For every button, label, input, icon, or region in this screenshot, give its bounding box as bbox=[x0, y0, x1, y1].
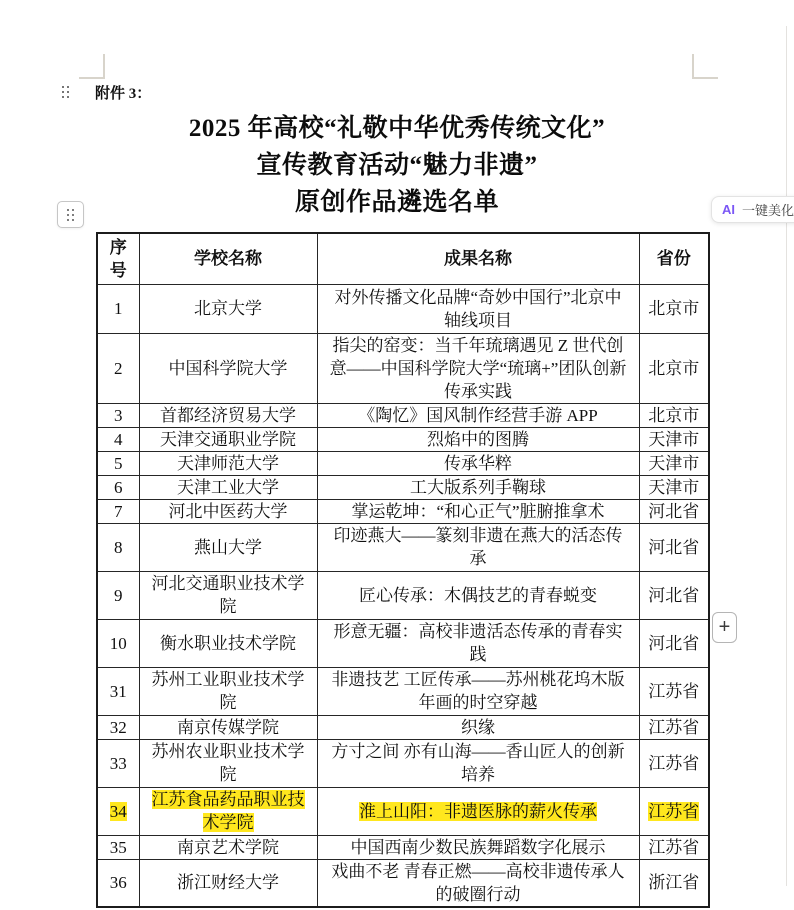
cell-text: 4 bbox=[114, 429, 123, 449]
cell-text: 6 bbox=[114, 477, 123, 497]
table-row bbox=[97, 499, 709, 523]
cell-work[interactable] bbox=[317, 715, 639, 739]
cell-text: 天津交通职业学院 bbox=[160, 429, 296, 449]
cell-text: 中国西南少数民族舞蹈数字化展示 bbox=[350, 837, 606, 857]
cell-work[interactable] bbox=[317, 859, 639, 907]
table-row bbox=[97, 739, 709, 787]
cell-text: 天津工业大学 bbox=[177, 477, 279, 497]
cell-text: 燕山大学 bbox=[194, 537, 262, 557]
cell-work[interactable] bbox=[317, 403, 639, 427]
cell-text: 河北省 bbox=[648, 585, 700, 605]
cell-text: 指尖的窑变：当千年琉璃遇见 Z 世代创意——中国科学院大学“琉璃+”团队创新传承实践 bbox=[329, 335, 627, 401]
cell-text-highlighted: 江苏省 bbox=[648, 801, 700, 821]
cell-text-highlighted: 淮上山阳：非遗医脉的薪火传承 bbox=[359, 801, 597, 821]
cell-province[interactable] bbox=[639, 787, 709, 835]
cell-school[interactable] bbox=[139, 667, 317, 715]
cell-text: 南京艺术学院 bbox=[177, 837, 279, 857]
cell-province[interactable] bbox=[639, 284, 709, 333]
cell-school[interactable] bbox=[139, 715, 317, 739]
cell-work[interactable] bbox=[317, 571, 639, 619]
cell-text: 苏州农业职业技术学院 bbox=[151, 742, 305, 784]
table-row bbox=[97, 571, 709, 619]
cell-province[interactable] bbox=[639, 739, 709, 787]
header-work[interactable]: 成果名称 bbox=[317, 233, 639, 284]
cell-work[interactable] bbox=[317, 739, 639, 787]
cell-school[interactable] bbox=[139, 571, 317, 619]
cell-text: 天津市 bbox=[648, 477, 700, 497]
table-row bbox=[97, 451, 709, 475]
cell-school[interactable] bbox=[139, 284, 317, 333]
table-row bbox=[97, 403, 709, 427]
table-drag-handle[interactable] bbox=[57, 201, 84, 228]
cell-text: 32 bbox=[109, 717, 127, 737]
cell-school[interactable] bbox=[139, 499, 317, 523]
cell-school[interactable] bbox=[139, 451, 317, 475]
cell-text: 1 bbox=[114, 299, 123, 318]
cell-text: 传承华粹 bbox=[444, 453, 512, 473]
cell-province[interactable] bbox=[639, 835, 709, 859]
cell-text: 衡水职业技术学院 bbox=[160, 633, 296, 653]
cell-seq[interactable] bbox=[97, 499, 139, 523]
cell-school[interactable] bbox=[139, 523, 317, 571]
cell-text: 北京大学 bbox=[194, 299, 262, 318]
document-title[interactable] bbox=[0, 110, 794, 221]
cell-text: 浙江省 bbox=[648, 873, 700, 892]
cell-province[interactable] bbox=[639, 571, 709, 619]
cell-text: 方寸之间 亦有山海——香山匠人的创新培养 bbox=[331, 742, 625, 784]
cell-text: 对外传播文化品牌“奇妙中国行”北京中轴线项目 bbox=[334, 287, 622, 330]
cell-text: 江苏省 bbox=[648, 753, 700, 773]
cell-text: 南京传媒学院 bbox=[177, 717, 279, 737]
cell-seq[interactable] bbox=[97, 333, 139, 403]
cell-work[interactable] bbox=[317, 499, 639, 523]
cell-text: 浙江财经大学 bbox=[177, 873, 279, 892]
cell-province[interactable] bbox=[639, 667, 709, 715]
table-row bbox=[97, 787, 709, 835]
cell-school[interactable] bbox=[139, 619, 317, 667]
header-province[interactable]: 省份 bbox=[639, 233, 709, 284]
cell-text: 首都经济贸易大学 bbox=[160, 405, 296, 425]
table-row bbox=[97, 667, 709, 715]
cell-text: 33 bbox=[109, 753, 127, 773]
table-header-row bbox=[97, 233, 709, 284]
cell-text: 形意无疆：高校非遗活态传承的青春实践 bbox=[333, 622, 623, 664]
cell-school[interactable] bbox=[139, 787, 317, 835]
table-row bbox=[97, 427, 709, 451]
cell-province[interactable] bbox=[639, 523, 709, 571]
cell-text: 36 bbox=[109, 873, 127, 892]
cell-work[interactable] bbox=[317, 835, 639, 859]
cell-work[interactable] bbox=[317, 475, 639, 499]
cell-work[interactable] bbox=[317, 787, 639, 835]
cell-text: 5 bbox=[114, 453, 123, 473]
cell-text: 苏州工业职业技术学院 bbox=[151, 670, 305, 712]
cell-seq[interactable] bbox=[97, 619, 139, 667]
ai-icon: AI bbox=[722, 202, 735, 217]
cell-text: 天津师范大学 bbox=[177, 453, 279, 473]
cell-text: 7 bbox=[114, 501, 123, 521]
cell-text: 烈焰中的图腾 bbox=[427, 429, 529, 449]
cell-province[interactable] bbox=[639, 333, 709, 403]
cell-work[interactable] bbox=[317, 427, 639, 451]
table-row bbox=[97, 835, 709, 859]
table-row bbox=[97, 333, 709, 403]
cell-text: 3 bbox=[114, 405, 123, 425]
cell-school[interactable] bbox=[139, 475, 317, 499]
cell-text: 河北省 bbox=[648, 633, 700, 653]
cell-school[interactable] bbox=[139, 859, 317, 907]
cell-text: 工大版系列手鞠球 bbox=[410, 477, 546, 497]
paragraph-drag-handle-icon[interactable] bbox=[62, 86, 69, 98]
cell-province[interactable] bbox=[639, 427, 709, 451]
attachment-label[interactable]: 附件 3： bbox=[95, 86, 152, 102]
cell-text: 江苏省 bbox=[648, 681, 700, 701]
cell-work[interactable] bbox=[317, 523, 639, 571]
cell-text: 戏曲不老 青春正燃——高校非遗传承人的破圈行动 bbox=[331, 861, 625, 904]
cell-text: 印迹燕大——篆刻非遗在燕大的活态传承 bbox=[333, 526, 623, 568]
cell-seq[interactable] bbox=[97, 403, 139, 427]
cell-seq[interactable] bbox=[97, 427, 139, 451]
ai-beautify-button[interactable] bbox=[711, 196, 794, 223]
selection-list-table bbox=[96, 232, 710, 908]
title-line-3[interactable]: 原创作品遴选名单 bbox=[294, 189, 499, 216]
cell-seq[interactable] bbox=[97, 667, 139, 715]
cell-text: 9 bbox=[114, 585, 123, 605]
header-seq[interactable]: 序号 bbox=[97, 233, 139, 284]
cell-text: 35 bbox=[109, 837, 127, 857]
cell-seq[interactable] bbox=[97, 523, 139, 571]
cell-seq[interactable] bbox=[97, 859, 139, 907]
cell-province[interactable] bbox=[639, 475, 709, 499]
insert-row-button[interactable] bbox=[712, 612, 737, 643]
table-row bbox=[97, 523, 709, 571]
cell-province[interactable] bbox=[639, 859, 709, 907]
cell-text: 河北省 bbox=[648, 537, 700, 557]
cell-school[interactable] bbox=[139, 427, 317, 451]
cell-work[interactable] bbox=[317, 619, 639, 667]
table-row bbox=[97, 715, 709, 739]
cell-seq[interactable] bbox=[97, 571, 139, 619]
cell-seq[interactable] bbox=[97, 787, 139, 835]
cell-work[interactable] bbox=[317, 667, 639, 715]
header-school[interactable]: 学校名称 bbox=[139, 233, 317, 284]
title-line-2[interactable]: 宣传教育活动“魅力非遗” bbox=[256, 152, 538, 179]
cell-text: 北京市 bbox=[648, 299, 700, 318]
cell-text: 非遗技艺 工匠传承——苏州桃花坞木版年画的时空穿越 bbox=[331, 670, 625, 712]
plus-icon: + bbox=[718, 616, 731, 638]
cell-seq[interactable] bbox=[97, 475, 139, 499]
page-margin-corner-left bbox=[79, 54, 105, 79]
drag-dots-icon bbox=[67, 209, 74, 221]
page-margin-corner-right bbox=[692, 54, 718, 79]
cell-work[interactable] bbox=[317, 451, 639, 475]
cell-text: 北京市 bbox=[648, 358, 700, 378]
cell-text: 10 bbox=[109, 633, 127, 653]
cell-text: 31 bbox=[109, 681, 127, 701]
cell-text: 织缘 bbox=[461, 717, 495, 737]
cell-province[interactable] bbox=[639, 403, 709, 427]
cell-province[interactable] bbox=[639, 499, 709, 523]
cell-text: 天津市 bbox=[648, 453, 700, 473]
cell-text: 2 bbox=[114, 358, 123, 378]
cell-province[interactable] bbox=[639, 619, 709, 667]
cell-text: 《陶忆》国风制作经营手游 APP bbox=[358, 405, 598, 425]
cell-text: 8 bbox=[114, 537, 123, 557]
cell-text-highlighted: 江苏食品药品职业技术学院 bbox=[151, 790, 305, 832]
table-row bbox=[97, 619, 709, 667]
table-row bbox=[97, 284, 709, 333]
cell-seq[interactable] bbox=[97, 835, 139, 859]
cell-seq[interactable] bbox=[97, 451, 139, 475]
cell-school[interactable] bbox=[139, 835, 317, 859]
cell-work[interactable] bbox=[317, 333, 639, 403]
cell-text: 天津市 bbox=[648, 429, 700, 449]
cell-seq[interactable] bbox=[97, 715, 139, 739]
cell-province[interactable] bbox=[639, 451, 709, 475]
cell-text-highlighted: 34 bbox=[109, 801, 127, 821]
cell-text: 北京市 bbox=[648, 405, 700, 425]
cell-text: 河北省 bbox=[648, 501, 700, 521]
table-row bbox=[97, 475, 709, 499]
cell-text: 河北中医药大学 bbox=[168, 501, 288, 521]
cell-seq[interactable] bbox=[97, 739, 139, 787]
ai-beautify-label: 一键美化 bbox=[742, 203, 794, 218]
cell-text: 江苏省 bbox=[648, 717, 700, 737]
cell-text: 匠心传承：木偶技艺的青春蜕变 bbox=[359, 585, 597, 605]
cell-text: 江苏省 bbox=[648, 837, 700, 857]
cell-text: 中国科学院大学 bbox=[168, 358, 288, 378]
cell-province[interactable] bbox=[639, 715, 709, 739]
cell-work[interactable] bbox=[317, 284, 639, 333]
table-row bbox=[97, 859, 709, 907]
cell-school[interactable] bbox=[139, 739, 317, 787]
cell-school[interactable] bbox=[139, 333, 317, 403]
title-line-1[interactable]: 2025 年高校“礼敬中华优秀传统文化” bbox=[188, 115, 606, 142]
cell-text: 河北交通职业技术学院 bbox=[151, 574, 305, 616]
cell-text: 掌运乾坤：“和心正气”脏腑推拿术 bbox=[351, 501, 605, 521]
cell-seq[interactable] bbox=[97, 284, 139, 333]
cell-school[interactable] bbox=[139, 403, 317, 427]
